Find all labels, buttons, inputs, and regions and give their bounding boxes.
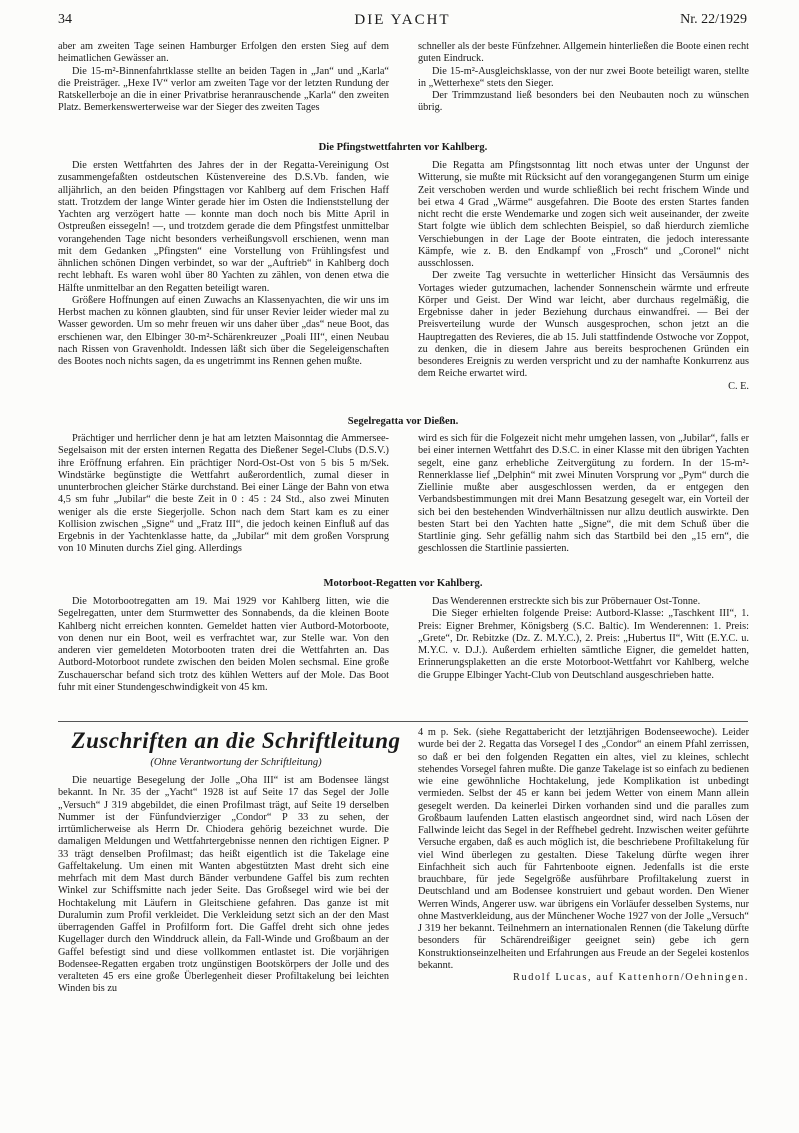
paragraph: Die Sieger erhielten folgende Preise: Autbord-Klasse: „Taschkent III“, 1. Preis: Eigner Brehmer, Königsberg (S.C. Baltic). Im Wenderennen: 1. Preis: „Grete“, Dr. Rebitzke (Dz. Z. M.Y.C.), 2. Preis: „Hubertus II“, Witt (E.Y.C. u. M.Y.C. v. D.J.). Außerdem erhielten sämtliche Eigner, die gemeldet hatten, Erinnerungsplaketten an die erste Motorboot-Wettfahrt vor Kahlberg, welche die Gruppe Elbinger Yacht-Club von Deutschland ausgeschrieben hatte. <box>418 608 749 681</box>
s1-right-column <box>418 160 749 393</box>
section-heading-motorboot: Motorboot-Regatten vor Kahlberg. <box>323 578 483 589</box>
section-heading-pfingstwettfahrten: Die Pfingstwettfahrten vor Kahlberg. <box>318 142 488 153</box>
issue-number: Nr. 22/1929 <box>680 12 747 27</box>
page-number: 34 <box>58 12 72 27</box>
author-signature: Rudolf Lucas, auf Kattenhorn/Oehningen. <box>513 972 749 983</box>
s2-right-column <box>418 433 749 556</box>
paragraph: Die Motorbootregatten am 19. Mai 1929 vor Kahlberg litten, wie die Segelregatten, unter dem Sturmwetter des Sonnabends, da die kleinen Boote Kahlberg nicht erreichen konnten. Gemeldet hatten vier Autbord-Motorboote, von denen nur ein Boot, weil es verfrachtet war, zur Stelle war. Von den anderen vier gemeldeten Motorbooten traten drei die Wettfahrten an. Das Autbord-Motorboot rundete zwischen den beiden Molen sechsmal. Eine große Zuschauerschar befand sich trotz des kühlen Wetters auf der Mole. Das Boot fuhr mit einer Stundengeschwindigkeit von 45 km. <box>58 596 389 693</box>
s4-left-column <box>58 775 389 996</box>
paragraph: 4 m p. Sek. (siehe Regattabericht der letztjährigen Bodenseewoche). Leider wurde bei der 2. Regatta das Vorsegel I des „Condor“ an einem Pfahl zerrissen, so daß er bei den folgenden Regatten ein altes, viel zu kleines, schlecht stehendes Vorsegel fahren mußte. Die ganze Takelage ist so einfach zu bedienen wie eine gewöhnliche Hochtakelung, jede Komplikation ist unbedingt vermieden. Selbst der 45 er kann bei jedem Wetter von einem Mann allein gesegelt werden. Da keinerlei Dirken vorhanden sind und die paralles zum Großbaum laufenden Latten elastisch angeordnet sind, wird nach Lösen der Fallwinde leicht das Segel in der Reffhebel gedreht. Inzwischen weiter geführte Versuche ergaben, daß es auch möglich ist, die beschriebene Profiltakelung für viel Wind überlegen zu gestalten. Diese Takelung dürfte wegen ihrer Einfachheit sich auch für Fahrtenboote eignen. Jedenfalls ist die erste brauchbare, für jede Segelgröße ausführbare Profiltakelung zuerst in Deutschland und am Bodensee konstruiert und gebaut worden. Den Wiener Werren Winds, Angerer usw. war übrigens ein Vorläufer desselben Systems, nur ohne Mastverkleidung, aus der Münchener Woche 1927 von der Jolle „Versuch“ J 319 her bekannt. Teilnehmern an internationalen Rennen (die Takelung dürfte besonders für Schärendreißiger geeignet sein) gebe ich gern Konstruktionseinzelheiten und Erfahrungen aus Freude an der Segelei kostenlos bekannt. <box>418 727 749 971</box>
s3-left-column <box>58 596 389 694</box>
paragraph: Größere Hoffnungen auf einen Zuwachs an Klassenyachten, die wir uns im Herbst machen zu können glaubten, sind für unser Revier leider wieder mal zu Wasser geworden. Um so mehr freuen wir uns daher über „das“ neue Boot, das erschienen war, den Elbinger 30-m²-Schärenkreuzer „Poali III“, einen Neubau nach Rissen von Gravenholdt. Indessen läßt sich über die Segeleigenschaften des Bootes noch nichts sagen, da es ungetrimmt ins Rennen gehen mußte. <box>58 294 389 367</box>
paragraph: Die neuartige Besegelung der Jolle „Oha III“ ist am Bodensee längst bekannt. In Nr. 35 der „Yacht“ 1928 ist auf Seite 17 das Segel der Jolle „Versuch“ J 319 abgebildet, die einen Profilmast trägt, auf Seite 19 derselben Nummer ist der Fünfundvierziger „Condor“ P 33 zu sehen, der irrtümlicherweise als Herrn Dr. Chiodera gehörig bezeichnet wurde. Die damaligen Meldungen und Wettfahrtergebnisse nennen den richtigen Eigner. P 33 trägt denselben Profilmast; das heißt eigentlich ist die Takelage eine Gaffeltakelung. Um einen mit Wanten abgestützten Mast dreht sich eine mehrfach mit dem Mast durch Bänder verbundene Gaffel bis zum rechten Winkel zur Schiffsmitte nach jeder Seite. Das Großsegel wird wie bei der Hochtakelung mit Läufern in Gleitschiene gefahren. Das ganze ist mit Duralumin zum Profil verkleidet. Die Verkleidung setzt sich an der den Mast überragenden Gaffel in Profilform fort. Die Gaffel dreht sich ohne jedes Kugellager durch den Winddruck allein, da Fall-Winde und Großbaum an der Gaffel befestigt sind und diese vollkommen entlastet ist. Die vorjährigen Bodensee-Regatten ergaben trotz ungünstigen Bootskörpers der Jolle und des veralteten 45 ers eine große Überlegenheit dieser Profiltakelung bei leichten Winden bis zu <box>58 775 389 995</box>
s4-right-column <box>418 727 749 984</box>
paragraph: Die 15-m²-Ausgleichsklasse, von der nur zwei Boote beteiligt waren, stellte in „Wetterhexe“ stets den Sieger. <box>418 65 749 89</box>
paragraph: Die Regatta am Pfingstsonntag litt noch etwas unter der Ungunst der Witterung, sie mußte mit Rücksicht auf den vorangegangenen Sturm um einige Zeit verschoben werden und wurde schließlich bei recht frischem Winde und bei etwa 4 Grad „Wärme“ ausgefahren. Die Boote des ersten Startes fanden nicht recht die erste Wendemarke und zogen sich weit auseinander, der zweite Start folgte wie üblich dem schlechten Beispiel, so daß hierdurch ziemliche Verschiebungen in der Lage der Boote eintraten, die jedoch interessante Kämpfe, wie z. B. den Endkampf von „Frosch“ und „Coronel“ nicht ausschlossen. <box>418 160 749 269</box>
running-header <box>58 12 747 32</box>
paragraph: aber am zweiten Tage seinen Hamburger Erfolgen den ersten Sieg auf dem heimatlichen Gewässer an. <box>58 41 389 65</box>
s2-left-column <box>58 433 389 556</box>
author-signature: C. E. <box>728 380 749 392</box>
paragraph: Die ersten Wettfahrten des Jahres der in der Regatta-Vereinigung Ost zusammengefaßten ostdeutschen Küstenvereine des D.S.Vb. fanden, wie alljährlich, an den beiden Pfingsttagen vor Kahlberg auf dem Frischen Haff statt. Trotzdem der lange Winter gerade hier im Osten die Indienststellung der Yachten arg verzögert hatte — konnte man doch noch bis Mitte April in Ostpreußen eissegeln! —, und trotzdem gerade die dem Pfingstfest unmittelbar vorangehenden Tage nicht besonders verheißungsvoll erschienen, wenn man mit dem Gedanken „Pfingsten“ eine Vorstellung von Frühlingsfest und ähnlichen schönen Dingen verbindet, so war der „Auftrieb“ in Kahlberg doch recht lebhaft. Es waren wohl über 80 Yachten zu zählen, von denen etwa die Hälfte unmittelbar an den Regatten beteiligt waren. <box>58 160 389 294</box>
paragraph: Der Trimmzustand ließ besonders bei den Neubauten noch zu wünschen übrig. <box>418 90 749 114</box>
paragraph: wird es sich für die Folgezeit nicht mehr umgehen lassen, von „Jubilar“, falls er bei einer internen Wettfahrt des D.S.C. in einer Klasse mit den übrigen Yachten segelt, eine ganz erhebliche Zeitvergütung zu fordern. In der 15-m²-Rennerklasse lief „Delphin“ mit zwei Minuten Vorsprung vor „Pym“ durch die Ziellinie mußte aber ausgeschlossen werden, da er entgegen den Verbandsbestimmungen mit drei Mann Besatzung gesegelt war, ein Vorteil der sich bei den bestehenden Windverhältnissen nur allzu deutlich auswirkte. Den besten Start bei den Yachten hatte „Signe“, die mit dem Schuß über die Startlinie ging. Sehr gefällig nahm sich das Startbild bei den „15 ern“, die geschlossen die Startlinie passierten. <box>418 433 749 555</box>
paragraph: Der zweite Tag versuchte in wetterlicher Hinsicht das Versäumnis des Vortages wieder gutzumachen, lachender Sonnenschein wärmte und erfreute Körper und Geist. Der Wind war leicht, aber durchaus regelmäßig, die Ergebnisse daher in jeder Beziehung durchaus einwandfrei. — Bei der Preisverteilung wurde der Wunsch ausgesprochen, schon jetzt an die Hauptregatten des Revieres, die ab 15. Juli stattfindende Ostwoche vor Zoppot, zu denken, die in diesem Jahre aus bereits besprochenen Gründen ein besonderes Ereignis zu werden verspricht und zu der namhafte Konkurrenz aus dem Reiche erwartet wird. <box>418 270 749 380</box>
s1-left-column <box>58 160 389 368</box>
paragraph: Das Wenderennen erstreckte sich bis zur Pröbernauer Ost-Tonne. <box>432 596 701 607</box>
top-left-column <box>58 41 389 115</box>
section-heading-diessen: Segelregatta vor Dießen. <box>347 416 459 427</box>
top-right-column <box>418 41 749 115</box>
section-divider <box>58 721 748 722</box>
letters-subheading: (Ohne Verantwortung der Schriftleitung) <box>150 757 322 768</box>
paragraph: Prächtiger und herrlicher denn je hat am letzten Maisonntag die Ammersee-Segelsaison mit der ersten internen Regatta des Dießener Segel-Clubs (D.S.V.) ihre Eröffnung erfahren. Ein prächtiger Nord-Ost-Ost von 5 bis 5 m/Sek. Windstärke begünstigte die Wettfahrt außerordentlich, zumal dieser in ununterbrochen gleicher Stärke durchstand. Bei einer Länge der Bahn von etwa 4,5 sm fuhr „Jubilar“ die beste Zeit in 0 : 45 : 24 Std., also zwei Minuten weniger als die erste Siegerjolle. Schon nach dem Start kam es zu einer Kollision zwischen „Signe“ und „Fratz III“, die jedoch keinen Einfluß auf das Ergebnis in der Yachtenklasse hatte, da „Jubilar“ mit dem großen Vorsprung von 10 Minuten durchs Ziel ging. Allerdings <box>58 433 389 555</box>
publication-title: DIE YACHT <box>354 12 451 28</box>
s3-right-column <box>418 596 749 682</box>
paragraph: Die 15-m²-Binnenfahrtklasse stellte an beiden Tagen in „Jan“ und „Karla“ die Preisträger. „Hexe IV“ verlor am zweiten Tage vor der letzten Rundung der Ratskellerboje an die in einer Privatbrise heranrauschende „Karla“ den zweiten Platz. Bemerkenswerterweise war der Sieger des zweiten Tages <box>58 65 389 114</box>
paragraph: schneller als der beste Fünfzehner. Allgemein hinterließen die Boote einen recht guten Eindruck. <box>418 41 749 65</box>
letters-heading: Zuschriften an die Schriftleitung <box>71 728 401 753</box>
